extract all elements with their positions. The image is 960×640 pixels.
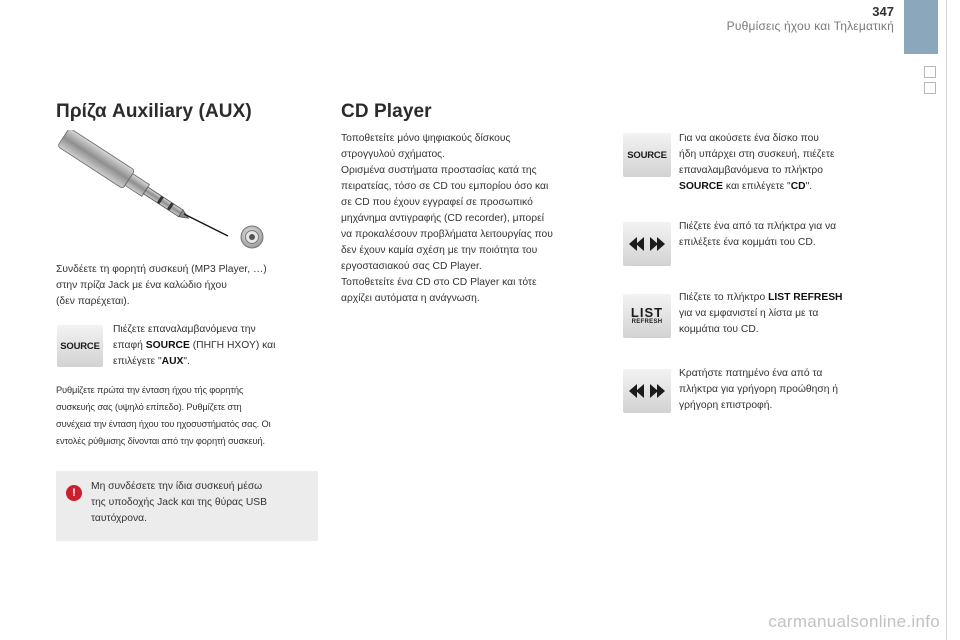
fast-seek-arrows-icon <box>627 383 667 399</box>
cd-seek-step-line: γρήγορη επιστροφή. <box>679 400 773 411</box>
page-number: 347 <box>872 4 894 19</box>
cd-body-line: αρχίζει αυτόματα η ανάγνωση. <box>341 293 480 304</box>
cd-source-button-image <box>623 133 671 177</box>
cd-body-line: μηχάνημα αντιγραφής (CD recorder), μπορεί <box>341 213 545 224</box>
cd-source-step <box>679 131 894 195</box>
cd-seek-step-line: Κρατήστε πατημένο ένα από τα <box>679 368 823 379</box>
cd-body-line: Ορισμένα συστήματα προστασίας κατά της <box>341 165 537 176</box>
aux-source-step-line: επιλέγετε "AUX". <box>113 356 190 367</box>
aux-volume-line: συνέχεια την ένταση ήχου του ηχοσυστήματός σας. Οι <box>56 419 271 429</box>
aux-source-step <box>113 322 325 370</box>
warning-line: Μη συνδέσετε την ίδια συσκευή μέσω <box>91 481 263 492</box>
cd-body-line: να προκαλέσουν προβλήματα λειτουργίας που <box>341 229 553 240</box>
nav-box-icon[interactable] <box>924 66 936 78</box>
cd-source-step-line: SOURCE και επιλέγετε "CD". <box>679 181 813 192</box>
cd-section-title: CD Player <box>341 101 432 122</box>
cd-body-line: στρογγυλού σχήματος. <box>341 149 445 160</box>
aux-volume-note <box>56 382 331 450</box>
aux-intro-line: (δεν παρέχεται). <box>56 296 130 307</box>
chapter-tab[interactable] <box>904 0 938 54</box>
cd-source-key-label: SOURCE <box>627 149 667 161</box>
refresh-key-label: REFRESH <box>631 318 663 325</box>
cd-list-step <box>679 290 894 338</box>
nav-box-icon[interactable] <box>924 82 936 94</box>
cd-list-step-line: Πιέζετε το πλήκτρο LIST REFRESH <box>679 292 843 303</box>
cd-body-line: εργοστασιακού σας CD Player. <box>341 261 482 272</box>
warning-line: της υποδοχής Jack και της θύρας USB <box>91 497 268 508</box>
cd-body-line: σε CD που έχουν εγγραφεί σε προσωπικό <box>341 197 533 208</box>
cd-seek-step-line: πλήκτρα για γρήγορη προώθηση ή <box>679 384 839 395</box>
aux-intro-paragraph <box>56 262 326 310</box>
list-refresh-button-image <box>623 294 671 338</box>
cd-body-line: Τοποθετείτε ένα CD στο CD Player και τότε <box>341 277 537 288</box>
cd-track-step-line: Πιέζετε ένα από τα πλήκτρα για να <box>679 221 837 232</box>
jack-plug-illustration <box>56 130 272 252</box>
cd-source-step-line: Για να ακούσετε ένα δίσκο που <box>679 133 819 144</box>
cd-body-paragraph <box>341 131 616 307</box>
page-edge-rule <box>946 0 947 640</box>
source-key-label: SOURCE <box>60 340 100 352</box>
cd-seek-step <box>679 366 894 414</box>
site-watermark: carmanualsonline.info <box>768 612 940 631</box>
aux-intro-line: Συνδέετε τη φορητή συσκευή (MP3 Player, …) <box>56 264 267 275</box>
warning-icon: ! <box>66 485 82 501</box>
aux-source-step-line: επαφή SOURCE (ΠΗΓΗ ΗΧΟΥ) και <box>113 340 276 351</box>
source-button-image <box>57 325 103 367</box>
cd-source-step-line: επαναλαμβανόμενα το πλήκτρο <box>679 165 824 176</box>
aux-source-step-line: Πιέζετε επαναλαμβανόμενα την <box>113 324 256 335</box>
cd-list-step-line: κομμάτια του CD. <box>679 324 759 335</box>
warning-line: ταυτόχρονα. <box>91 513 147 524</box>
track-buttons-image <box>623 222 671 266</box>
running-title: Ρυθμίσεις ήχου και Τηλεματική <box>726 19 894 33</box>
list-key-label: LIST <box>630 304 664 320</box>
aux-intro-line: στην πρίζα Jack με ένα καλώδιο ήχου <box>56 280 227 291</box>
aux-volume-line: συσκευής σας (υψηλό επίπεδο). Ρυθμίζετε στη <box>56 402 242 412</box>
skip-arrows-icon <box>627 236 667 252</box>
cd-track-step <box>679 219 894 251</box>
cd-body-line: πειρατείας, τόσο σε CD του εμπορίου όσο και <box>341 181 549 192</box>
aux-volume-line: εντολές ρύθμισης δίνονται από την φορητή συσκευή. <box>56 436 265 446</box>
cd-list-step-line: για να εμφανιστεί η λίστα με τα <box>679 308 819 319</box>
seek-buttons-image <box>623 369 671 413</box>
cd-source-step-line: ήδη υπάρχει στη συσκευή, πιέζετε <box>679 149 835 160</box>
cd-track-step-line: επιλέξετε ένα κομμάτι του CD. <box>679 237 816 248</box>
aux-volume-line: Ρυθμίζετε πρώτα την ένταση ήχου τής φορητής <box>56 385 244 395</box>
warning-text <box>91 479 313 527</box>
aux-section-title: Πρίζα Auxiliary (AUX) <box>56 101 252 122</box>
cd-body-line: Τοποθετείτε μόνο ψηφιακούς δίσκους <box>341 133 511 144</box>
cd-body-line: δεν έχουν καμία σχέση με την ποιότητα του <box>341 245 538 256</box>
